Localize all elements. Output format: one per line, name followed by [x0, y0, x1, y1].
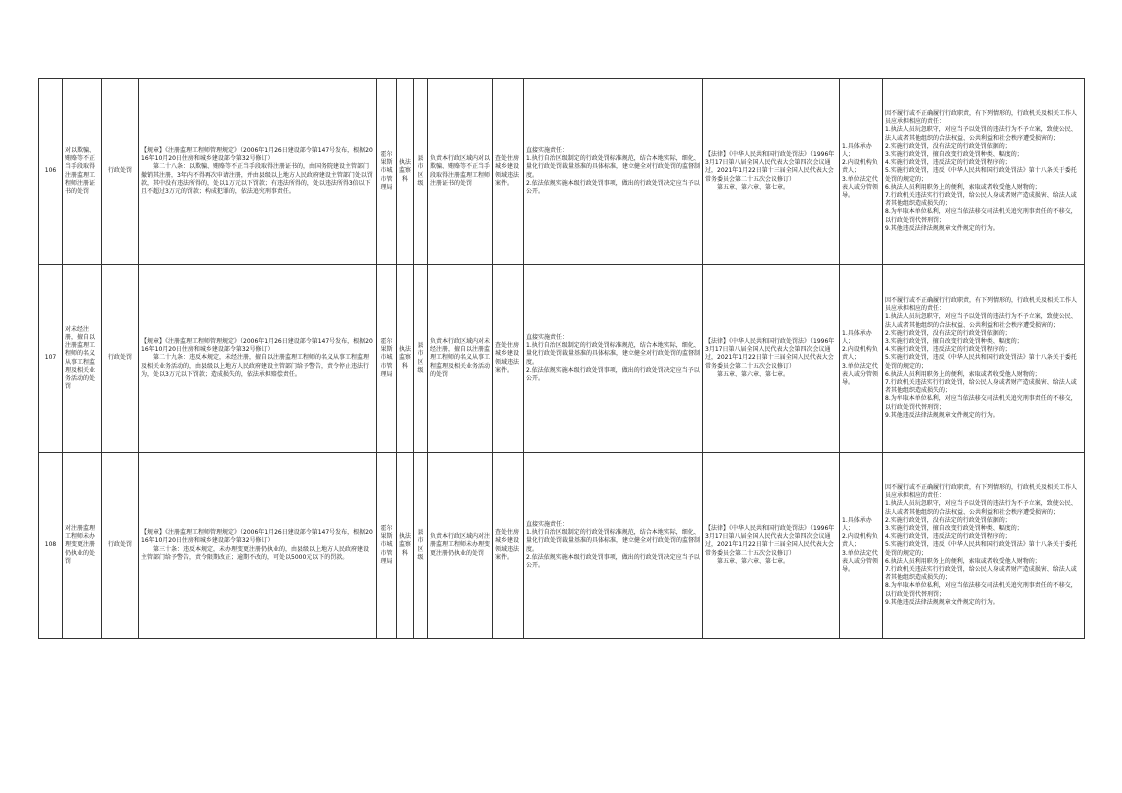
implementation-scope: 负责本行政区域内对以欺骗、贿赂等不正当手段取得注册监理工程师注册证书的处罚	[428, 79, 493, 265]
row-number: 106	[39, 79, 63, 265]
accountability-line: 4.实施行政处罚，违反法定的行政处罚程序的；	[885, 159, 1011, 167]
responsible-persons	[840, 265, 883, 453]
accountability-line: 9.其他违反法律法规规章文件规定的行为。	[885, 224, 999, 232]
basis-title: 【规章】《注册监理工程师管理规定》（2006年1月26日建设部令第147号发布，根据2016年10月20日住房和城乡建设部令第32号修订）	[141, 529, 373, 545]
accountability-line: 7.行政机关违法实行行政处罚，给公民人身或者财产造成损害、给法人或者其他组织造成损失的；	[885, 192, 1077, 208]
accountability-line: 8.为牟取本单位私利，对应当依法移交司法机关追究刑事责任的不移交，以行政处罚代替刑罚；	[885, 582, 1077, 598]
accountability-cases	[883, 79, 1085, 265]
basis-article: 第三十条：违反本规定，未办理变更注册仍执业的，由县级以上地方人民政府建设主管部门给予警告，责令限期改正；逾期不改的，可处以5000元以下的罚款。	[141, 545, 370, 561]
basis-title: 【规章】《注册监理工程师管理规定》（2006年1月26日建设部令第147号发布，根据2016年10月20日住房和城乡建设部令第32号修订）	[141, 146, 373, 163]
power-type: 行政处罚	[102, 453, 139, 639]
accountability-line: 2.实施行政处罚，没有法定的行政处罚依据的；	[885, 142, 1011, 150]
item-name: 对以欺骗、贿赂等不正当手段取得注册监理工程师注册证书的处罚	[63, 79, 102, 265]
implementation-scope: 负责本行政区域内对未经注册，擅自以注册监理工程师的名义从事工程监理及相关业务活动的处罚	[428, 265, 493, 453]
implementation-duty	[524, 79, 703, 265]
accountability-line: 1.执法人员玩忽职守，对应当予以处罚的违法行为不予立案，致使公民、法人或者其他组织的合法权益、公共利益和社会秩序遭受损害的；	[885, 500, 1077, 516]
law-line: 【法律】《中华人民共和国行政处罚法》（1996年3月17日第八届全国人民代表大会第四次会议通过，2021年1月22日第十三届全国人民代表大会常务委员会第二十五次会议修订）	[705, 337, 835, 370]
accountability-line: 9.其他违反法律法规规章文件规定的行为。	[885, 411, 999, 419]
table-row	[39, 79, 1085, 265]
duty-line: 2.依法依规实施本级行政处罚事项，做出的行政处罚决定应当予以公开。	[526, 179, 700, 195]
implementation-scope: 负责本行政区域内对注册监理工程师未办理变更注册仍执业的处罚	[428, 453, 493, 639]
table-row	[39, 453, 1085, 639]
accountability-line: 因不履行或不正确履行行政职责，有下列情形的，行政机关及相关工作人员应承担相应的责任：	[885, 109, 1078, 126]
implementing-agency: 霍尔果斯市城市管理局	[377, 265, 397, 453]
basis-article: 第二十九条：违反本规定，未经注册，擅自以注册监理工程师的名义从事工程监理及相关业务活动的，由县级以上地方人民政府建设主管部门给予警告，责令停止违法行为，处以3万元以下罚款；造成损失的，依法承担赔偿责任。	[141, 354, 370, 378]
accountability-line: 6.执法人员利用职务上的便利，索取或者收受他人财物的；	[885, 370, 1041, 378]
responsible-department: 执法监察科	[397, 453, 414, 639]
implementing-agency: 霍尔果斯市城市管理局	[377, 79, 397, 265]
legal-basis	[139, 79, 377, 265]
accountability-line: 6.执法人员利用职务上的便利，索取或者收受他人财物的；	[885, 557, 1041, 565]
accountability-line: 7.行政机关违法实行行政处罚，给公民人身或者财产造成损害、给法人或者其他组织造成损失的；	[885, 379, 1077, 395]
accountability-cases	[883, 453, 1085, 639]
duty-legal-basis	[703, 453, 840, 639]
accountability-line: 3.实施行政处罚，擅自改变行政处罚种类、幅度的；	[885, 150, 1023, 158]
law-line: 【法律】《中华人民共和国行政处罚法》（1996年3月17日第八届全国人民代表大会第四次会议通过，2021年1月22日第十三届全国人民代表大会常务委员会第二十五次会议修订）	[705, 524, 835, 557]
responsible-line: 1.具体承办人；	[842, 142, 872, 158]
table-row	[39, 265, 1085, 453]
responsible-line: 2.内设机构负责人；	[842, 159, 878, 175]
unit-duty: 查处住房城乡建设领域违法案件。	[493, 453, 524, 639]
law-line: 【法律】《中华人民共和国行政处罚法》（1996年3月17日第八届全国人民代表大会第四次会议通过，2021年1月22日第十三届全国人民代表大会常务委员会第二十五次会议修订）	[705, 150, 835, 183]
duty-line: 2.依法依规实施本级行政处罚事项，做出的行政处罚决定应当予以公开。	[526, 553, 700, 569]
responsible-line: 3.单位法定代表人或分管领导。	[842, 175, 879, 199]
duty-line: 1.执行自治区级制定的行政处罚标准规范，结合本地实际，细化、量化行政处罚裁量基准的具体标准，建立健全对行政处罚的监督制度。	[526, 529, 701, 553]
responsible-line: 3.单位法定代表人或分管领导。	[842, 362, 879, 386]
law-line: 第五章、第六章、第七章。	[717, 557, 790, 565]
legal-basis	[139, 453, 377, 639]
accountability-line: 4.实施行政处罚，违反法定的行政处罚程序的；	[885, 346, 1011, 354]
legal-basis	[139, 265, 377, 453]
basis-title: 【规章】《注册监理工程师管理规定》（2006年1月26日建设部令第147号发布，根据2016年10月20日住房和城乡建设部令第32号修订）	[141, 337, 373, 354]
accountability-line: 5.实施行政处罚，违反《中华人民共和国行政处罚法》第十八条关于委托处罚的规定的；	[885, 354, 1077, 370]
responsible-line: 1.具体承办人；	[842, 516, 872, 532]
exercise-level: 县市区级	[414, 453, 428, 639]
exercise-level: 县市区级	[414, 265, 428, 453]
accountability-line: 3.实施行政处罚，擅自改变行政处罚种类、幅度的；	[885, 524, 1023, 532]
accountability-line: 因不履行或不正确履行行政职责，有下列情形的，行政机关及相关工作人员应承担相应的责任：	[885, 296, 1078, 313]
duty-line: 直接实施责任：	[526, 146, 569, 154]
basis-article: 第二十八条：以欺骗、贿赂等不正当手段取得注册证书的，由国务院建设主管部门撤销其注册，3年内不得再次申请注册，并由县级以上地方人民政府建设主管部门处以罚款，其中没有违法所得的，处以1万元以下罚款；有违法所得的，处以违法所得3倍以下且不超过3万元的罚款；构成犯罪的，依法追究刑事责任。	[141, 163, 373, 195]
accountability-line: 5.实施行政处罚，违反《中华人民共和国行政处罚法》第十八条关于委托处罚的规定的；	[885, 541, 1077, 557]
law-line: 第五章、第六章、第七章。	[717, 370, 790, 378]
responsible-persons	[840, 79, 883, 265]
accountability-line: 8.为牟取本单位私利，对应当依法移交司法机关追究刑事责任的不移交，以行政处罚代替刑罚；	[885, 208, 1077, 224]
responsible-department: 执法监察科	[397, 265, 414, 453]
responsible-line: 2.内设机构负责人；	[842, 533, 878, 549]
accountability-line: 2.实施行政处罚，没有法定的行政处罚依据的；	[885, 516, 1011, 524]
duty-line: 直接实施责任：	[526, 520, 569, 528]
implementation-duty	[524, 265, 703, 453]
accountability-line: 1.执法人员玩忽职守，对应当予以处罚的违法行为不予立案，致使公民、法人或者其他组织的合法权益、公共利益和社会秩序遭受损害的；	[885, 313, 1077, 329]
accountability-line: 4.实施行政处罚，违反法定的行政处罚程序的；	[885, 533, 1011, 541]
accountability-cases	[883, 265, 1085, 453]
accountability-line: 9.其他违反法律法规规章文件规定的行为。	[885, 598, 999, 606]
accountability-line: 7.行政机关违法实行行政处罚，给公民人身或者财产造成损害、给法人或者其他组织造成损失的；	[885, 566, 1077, 582]
duty-line: 1.执行自治区级制定的行政处罚标准规范，结合本地实际，细化、量化行政处罚裁量基准的具体标准，建立健全对行政处罚的监督制度。	[526, 342, 701, 366]
responsible-persons	[840, 453, 883, 639]
accountability-line: 2.实施行政处罚，没有法定的行政处罚依据的；	[885, 329, 1011, 337]
unit-duty: 查处住房城乡建设领域违法案件。	[493, 265, 524, 453]
item-name: 对未经注册，擅自以注册监理工程师的名义从事工程监理及相关业务活动的处罚	[63, 265, 102, 453]
row-number: 107	[39, 265, 63, 453]
responsible-department: 执法监察科	[397, 79, 414, 265]
duty-legal-basis	[703, 265, 840, 453]
exercise-level: 县市区级	[414, 79, 428, 265]
item-name: 对注册监理工程师未办理变更注册仍执业的处罚	[63, 453, 102, 639]
responsible-line: 2.内设机构负责人；	[842, 346, 878, 362]
power-type: 行政处罚	[102, 79, 139, 265]
accountability-line: 3.实施行政处罚，擅自改变行政处罚种类、幅度的；	[885, 337, 1023, 345]
unit-duty: 查处住房城乡建设领域违法案件。	[493, 79, 524, 265]
duty-legal-basis	[703, 79, 840, 265]
implementing-agency: 霍尔果斯市城市管理局	[377, 453, 397, 639]
implementation-duty	[524, 453, 703, 639]
accountability-line: 5.实施行政处罚，违反《中华人民共和国行政处罚法》第十八条关于委托处罚的规定的；	[885, 167, 1077, 183]
accountability-line: 6.执法人员利用职务上的便利，索取或者收受他人财物的；	[885, 183, 1041, 191]
power-type: 行政处罚	[102, 265, 139, 453]
duty-line: 1.执行自治区级制定的行政处罚标准规范，结合本地实际，细化、量化行政处罚裁量基准的具体标准，建立健全对行政处罚的监督制度。	[526, 155, 701, 179]
responsible-line: 3.单位法定代表人或分管领导。	[842, 549, 879, 573]
duty-line: 直接实施责任：	[526, 333, 569, 341]
power-list-table	[38, 78, 1085, 639]
row-number: 108	[39, 453, 63, 639]
accountability-line: 因不履行或不正确履行行政职责，有下列情形的，行政机关及相关工作人员应承担相应的责任：	[885, 483, 1078, 500]
duty-line: 2.依法依规实施本级行政处罚事项，做出的行政处罚决定应当予以公开。	[526, 366, 700, 382]
accountability-line: 8.为牟取本单位私利，对应当依法移交司法机关追究刑事责任的不移交，以行政处罚代替刑罚；	[885, 395, 1077, 411]
responsible-line: 1.具体承办人；	[842, 329, 872, 345]
accountability-line: 1.执法人员玩忽职守，对应当予以处罚的违法行为不予立案，致使公民、法人或者其他组织的合法权益、公共利益和社会秩序遭受损害的；	[885, 126, 1077, 142]
law-line: 第五章、第六章、第七章。	[717, 183, 790, 191]
